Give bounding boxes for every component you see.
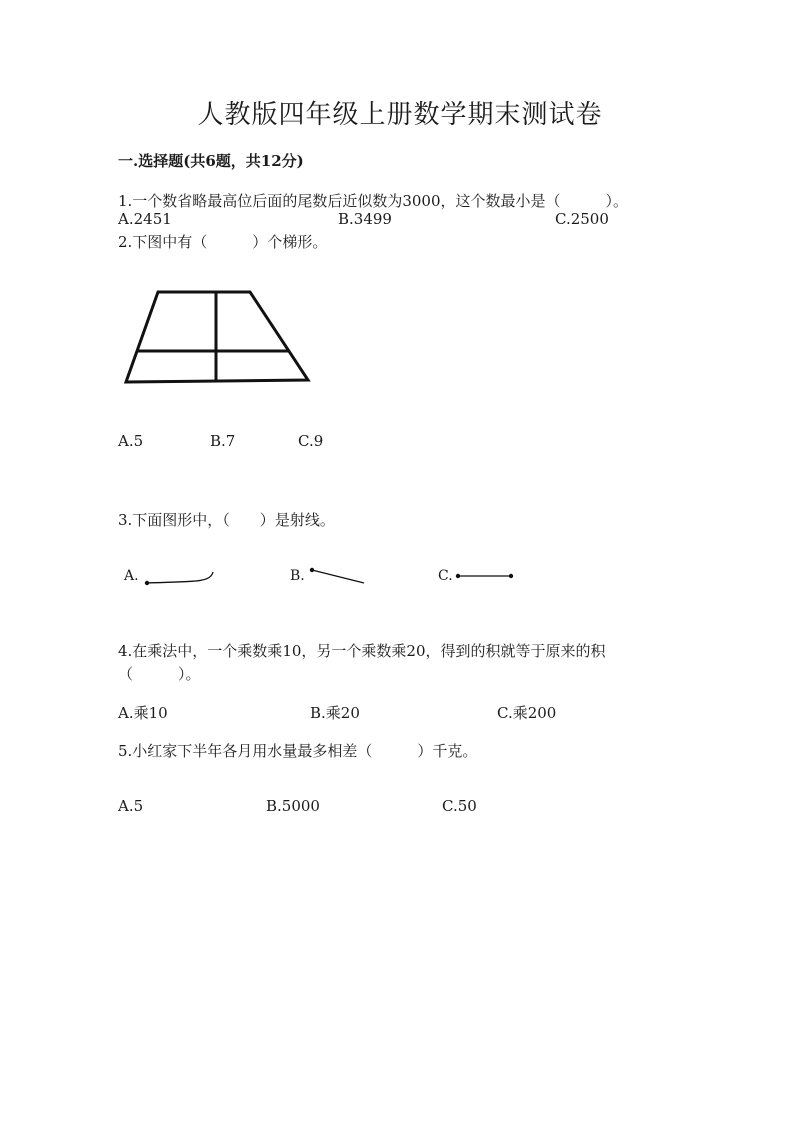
question-4-option-c: C.乘200 bbox=[497, 704, 557, 722]
question-3-option-b: B. bbox=[290, 568, 305, 584]
question-4-stem-line-1: 4.在乘法中，一个乘数乘10，另一个乘数乘20，得到的积就等于原来的积 bbox=[118, 642, 606, 660]
question-3-option-c: C. bbox=[438, 568, 453, 584]
curve-figure bbox=[142, 568, 222, 588]
question-3-stem: 3.下面图形中，（ ）是射线。 bbox=[118, 511, 335, 529]
question-3-option-a: A. bbox=[124, 568, 139, 584]
question-5-option-a: A.5 bbox=[118, 797, 144, 815]
question-1-option-c: C.2500 bbox=[555, 210, 609, 228]
question-1-option-a: A.2451 bbox=[118, 210, 172, 228]
question-1-option-b: B.3499 bbox=[338, 210, 392, 228]
question-2-stem: 2.下图中有（ ）个梯形。 bbox=[118, 233, 328, 251]
question-2-option-a: A.5 bbox=[118, 432, 144, 450]
segment-figure bbox=[454, 570, 524, 582]
question-5-option-b: B.5000 bbox=[266, 797, 320, 815]
question-4-option-b: B.乘20 bbox=[310, 704, 360, 722]
question-5-option-c: C.50 bbox=[442, 797, 477, 815]
question-4-option-a: A.乘10 bbox=[118, 704, 168, 722]
question-2-option-c: C.9 bbox=[298, 432, 324, 450]
trapezoid-figure bbox=[120, 286, 320, 396]
question-1-stem: 1.一个数省略最高位后面的尾数后近似数为3000，这个数最小是（ ）。 bbox=[118, 192, 628, 210]
section-heading: 一.选择题(共6题，共12分) bbox=[118, 152, 304, 170]
ray-figure bbox=[306, 565, 376, 585]
question-2-option-b: B.7 bbox=[210, 432, 236, 450]
question-4-stem-line-2: （ ）。 bbox=[118, 665, 201, 683]
page-title: 人教版四年级上册数学期末测试卷 bbox=[197, 100, 603, 130]
question-5-stem: 5.小红家下半年各月用水量最多相差（ ）千克。 bbox=[118, 742, 478, 760]
